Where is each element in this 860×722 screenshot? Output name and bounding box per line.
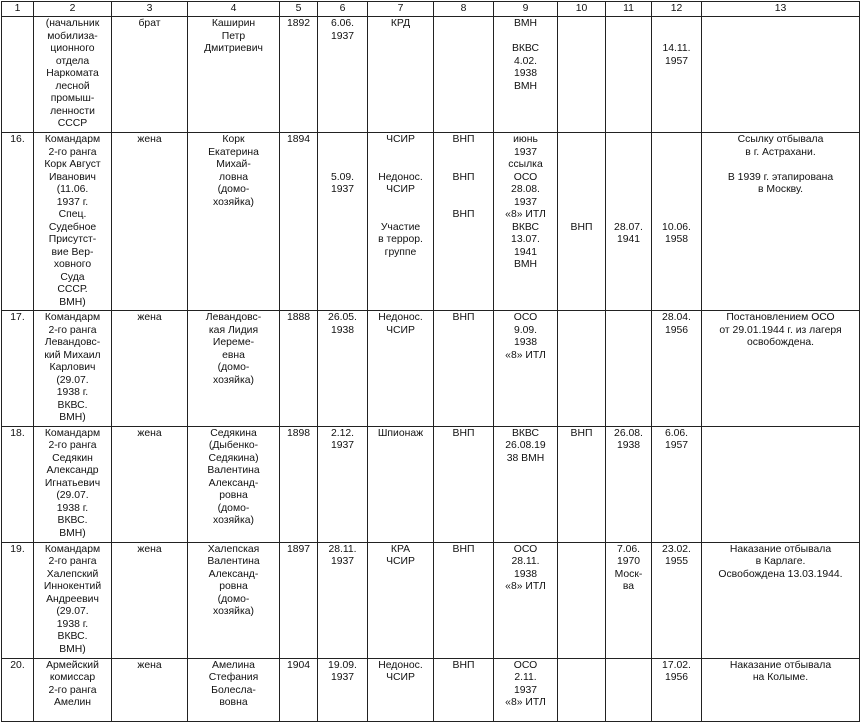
birth-year: 1888 (280, 311, 318, 427)
relative-name: Седякина (Дыбенко- Седякина) Валентина Александ- ровна (домо- хозяйка) (188, 426, 280, 542)
arrest-date: 2.12. 1937 (318, 426, 368, 542)
col-header-2: 2 (34, 2, 112, 17)
col11-value: 26.08. 1938 (606, 426, 652, 542)
col-header-13: 13 (702, 2, 860, 17)
repressed-person: Армейский комиссар 2-го ранга Амелин (34, 658, 112, 721)
birth-year: 1892 (280, 17, 318, 133)
row-number: 18. (2, 426, 34, 542)
birth-year: 1894 (280, 133, 318, 311)
col-header-7: 7 (368, 2, 434, 17)
sentence: июнь 1937 ссылка ОСО 28.08. 1937 «8» ИТЛ ВКВС 13.07. 1941 ВМН (494, 133, 558, 311)
relation: жена (112, 133, 188, 311)
repressed-person: Командарм 2-го ранга Корк Август Иванович (11.06. 1937 г. Спец. Судебное Присутст- вие Вер- ховного Суда СССР. ВМН) (34, 133, 112, 311)
header-row (2, 2, 860, 17)
repressed-person: (начальник мобилиза- ционного отдела Наркомата лесной промыш- ленности СССР (34, 17, 112, 133)
table-row (2, 542, 860, 658)
col10-value: ВНП (558, 133, 606, 311)
table-header (2, 2, 860, 17)
row-number: 17. (2, 311, 34, 427)
col-header-3: 3 (112, 2, 188, 17)
row-number: 19. (2, 542, 34, 658)
register-table (1, 1, 860, 722)
charge: КРД (368, 17, 434, 133)
rehabilitation-date: 23.02. 1955 (652, 542, 702, 658)
col-header-11: 11 (606, 2, 652, 17)
col-header-10: 10 (558, 2, 606, 17)
relative-name: Халепская Валентина Александ- ровна (домо- хозяйка) (188, 542, 280, 658)
arrest-date: 6.06. 1937 (318, 17, 368, 133)
sentence: ОСО 2.11. 1937 «8» ИТЛ (494, 658, 558, 721)
col-header-4: 4 (188, 2, 280, 17)
col8-value: ВНП (434, 426, 494, 542)
col10-value (558, 17, 606, 133)
col11-value: 7.06. 1970 Моск- ва (606, 542, 652, 658)
arrest-date: 5.09. 1937 (318, 133, 368, 311)
col11-value: 28.07. 1941 (606, 133, 652, 311)
notes: Наказание отбывала в Карлаге. Освобождена 13.03.1944. (702, 542, 860, 658)
table-body (2, 17, 860, 722)
col-header-8: 8 (434, 2, 494, 17)
col11-value (606, 658, 652, 721)
col8-value (434, 17, 494, 133)
repressed-person: Командарм 2-го ранга Левандовс- кий Михаил Карлович (29.07. 1938 г. ВКВС. ВМН) (34, 311, 112, 427)
col8-value: ВНП (434, 542, 494, 658)
col11-value (606, 17, 652, 133)
sentence: ВМН ВКВС 4.02. 1938 ВМН (494, 17, 558, 133)
arrest-date: 26.05. 1938 (318, 311, 368, 427)
birth-year: 1897 (280, 542, 318, 658)
relative-name: Левандовс- кая Лидия Иереме- евна (домо- хозяйка) (188, 311, 280, 427)
notes (702, 17, 860, 133)
rehabilitation-date: 14.11. 1957 (652, 17, 702, 133)
col-header-12: 12 (652, 2, 702, 17)
relation: жена (112, 542, 188, 658)
notes: Наказание отбывала на Колыме. (702, 658, 860, 721)
col-header-1: 1 (2, 2, 34, 17)
notes: Постановлением ОСО от 29.01.1944 г. из лагеря освобождена. (702, 311, 860, 427)
col8-value: ВНП (434, 658, 494, 721)
relation: жена (112, 426, 188, 542)
table-row (2, 17, 860, 133)
rehabilitation-date: 6.06. 1957 (652, 426, 702, 542)
repressed-person: Командарм 2-го ранга Халепский Иннокентий Андреевич (29.07. 1938 г. ВКВС. ВМН) (34, 542, 112, 658)
notes (702, 426, 860, 542)
charge: ЧСИР Недонос. ЧСИР Участие в террор. группе (368, 133, 434, 311)
col-header-5: 5 (280, 2, 318, 17)
charge: Недонос. ЧСИР (368, 311, 434, 427)
relation: брат (112, 17, 188, 133)
rehabilitation-date: 10.06. 1958 (652, 133, 702, 311)
notes: Ссылку отбывала в г. Астрахани. В 1939 г. этапирована в Москву. (702, 133, 860, 311)
col10-value (558, 658, 606, 721)
relation: жена (112, 658, 188, 721)
sentence: ОСО 9.09. 1938 «8» ИТЛ (494, 311, 558, 427)
rehabilitation-date: 28.04. 1956 (652, 311, 702, 427)
col10-value (558, 542, 606, 658)
col8-value: ВНП (434, 311, 494, 427)
row-number: 20. (2, 658, 34, 721)
row-number: 16. (2, 133, 34, 311)
col-header-9: 9 (494, 2, 558, 17)
row-number (2, 17, 34, 133)
col10-value (558, 311, 606, 427)
table-row (2, 426, 860, 542)
charge: Шпионаж (368, 426, 434, 542)
rehabilitation-date: 17.02. 1956 (652, 658, 702, 721)
arrest-date: 19.09. 1937 (318, 658, 368, 721)
charge: Недонос. ЧСИР (368, 658, 434, 721)
birth-year: 1904 (280, 658, 318, 721)
repressed-person: Командарм 2-го ранга Седякин Александр Игнатьевич (29.07. 1938 г. ВКВС. ВМН) (34, 426, 112, 542)
relative-name: Амелина Стефания Болесла- вовна (188, 658, 280, 721)
col11-value (606, 311, 652, 427)
arrest-date: 28.11. 1937 (318, 542, 368, 658)
table-row (2, 133, 860, 311)
sentence: ОСО 28.11. 1938 «8» ИТЛ (494, 542, 558, 658)
col10-value: ВНП (558, 426, 606, 542)
relative-name: Корк Екатерина Михай- ловна (домо- хозяйка) (188, 133, 280, 311)
sentence: ВКВС 26.08.19 38 ВМН (494, 426, 558, 542)
birth-year: 1898 (280, 426, 318, 542)
table-row (2, 658, 860, 721)
charge: КРА ЧСИР (368, 542, 434, 658)
relation: жена (112, 311, 188, 427)
col-header-6: 6 (318, 2, 368, 17)
table-row (2, 311, 860, 427)
relative-name: Каширин Петр Дмитриевич (188, 17, 280, 133)
col8-value: ВНП ВНП ВНП (434, 133, 494, 311)
